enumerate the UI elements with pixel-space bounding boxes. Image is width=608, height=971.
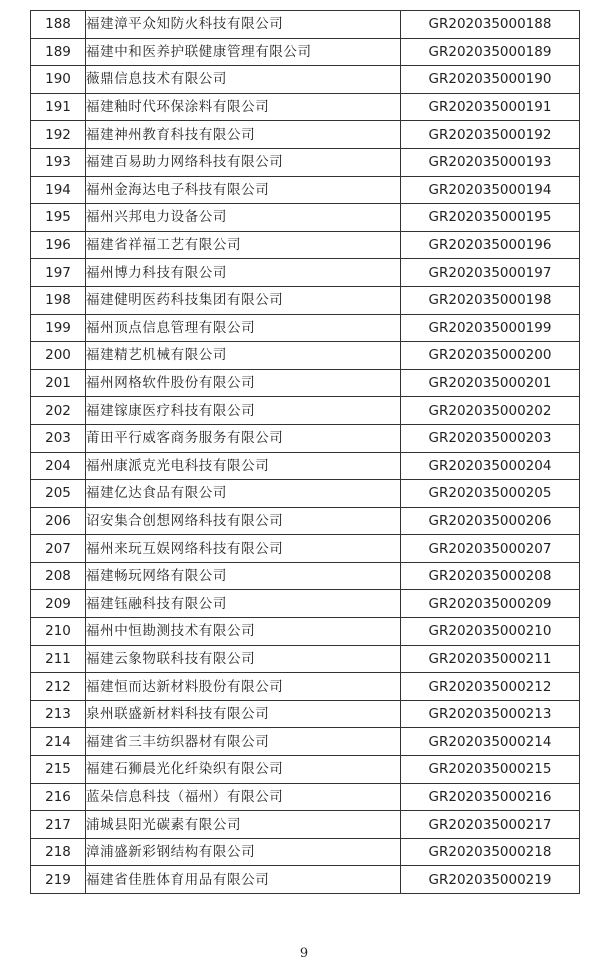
row-number-cell: 195 xyxy=(31,204,86,232)
certificate-code-cell: GR202035000218 xyxy=(401,838,580,866)
row-number-cell: 189 xyxy=(31,38,86,66)
table-row xyxy=(31,783,580,811)
certificate-code-cell: GR202035000212 xyxy=(401,673,580,701)
certificate-code-cell: GR202035000206 xyxy=(401,507,580,535)
row-number-cell: 193 xyxy=(31,148,86,176)
certificate-code-cell: GR202035000198 xyxy=(401,286,580,314)
company-name-cell: 福建健明医药科技集团有限公司 xyxy=(86,286,401,314)
row-number-cell: 219 xyxy=(31,866,86,894)
table-row xyxy=(31,342,580,370)
company-name-cell: 福建省祥福工艺有限公司 xyxy=(86,231,401,259)
row-number-cell: 209 xyxy=(31,590,86,618)
company-name-cell: 福建畅玩网络有限公司 xyxy=(86,562,401,590)
row-number-cell: 211 xyxy=(31,645,86,673)
certificate-code-cell: GR202035000214 xyxy=(401,728,580,756)
row-number-cell: 194 xyxy=(31,176,86,204)
company-name-cell: 漳浦盛新彩钢结构有限公司 xyxy=(86,838,401,866)
table-body xyxy=(31,11,580,894)
company-name-cell: 福建釉时代环保涂料有限公司 xyxy=(86,93,401,121)
certificate-code-cell: GR202035000200 xyxy=(401,342,580,370)
row-number-cell: 191 xyxy=(31,93,86,121)
table-row xyxy=(31,673,580,701)
company-name-cell: 福建亿达食品有限公司 xyxy=(86,480,401,508)
table-row xyxy=(31,562,580,590)
certificate-code-cell: GR202035000205 xyxy=(401,480,580,508)
company-name-cell: 福州康派克光电科技有限公司 xyxy=(86,452,401,480)
row-number-cell: 190 xyxy=(31,66,86,94)
table-row xyxy=(31,286,580,314)
company-name-cell: 福建镓康医疗科技有限公司 xyxy=(86,397,401,425)
company-name-cell: 福建漳平众知防火科技有限公司 xyxy=(86,11,401,39)
certificate-code-cell: GR202035000211 xyxy=(401,645,580,673)
certificate-code-cell: GR202035000215 xyxy=(401,756,580,784)
row-number-cell: 196 xyxy=(31,231,86,259)
company-name-cell: 蓝朵信息科技（福州）有限公司 xyxy=(86,783,401,811)
table-row xyxy=(31,231,580,259)
certificate-code-cell: GR202035000199 xyxy=(401,314,580,342)
table-row xyxy=(31,38,580,66)
company-name-cell: 福建中和医养护联健康管理有限公司 xyxy=(86,38,401,66)
row-number-cell: 208 xyxy=(31,562,86,590)
table-row xyxy=(31,452,580,480)
company-name-cell: 福建省佳胜体育用品有限公司 xyxy=(86,866,401,894)
certificate-code-cell: GR202035000207 xyxy=(401,535,580,563)
row-number-cell: 214 xyxy=(31,728,86,756)
company-name-cell: 福建省三丰纺织器材有限公司 xyxy=(86,728,401,756)
certificate-code-cell: GR202035000196 xyxy=(401,231,580,259)
row-number-cell: 212 xyxy=(31,673,86,701)
row-number-cell: 188 xyxy=(31,11,86,39)
row-number-cell: 198 xyxy=(31,286,86,314)
row-number-cell: 206 xyxy=(31,507,86,535)
company-name-cell: 莆田平行威客商务服务有限公司 xyxy=(86,424,401,452)
row-number-cell: 199 xyxy=(31,314,86,342)
row-number-cell: 204 xyxy=(31,452,86,480)
certificate-code-cell: GR202035000188 xyxy=(401,11,580,39)
table-row xyxy=(31,369,580,397)
table-row xyxy=(31,535,580,563)
certificate-code-cell: GR202035000201 xyxy=(401,369,580,397)
company-name-cell: 福州兴邦电力设备公司 xyxy=(86,204,401,232)
certificate-code-cell: GR202035000210 xyxy=(401,618,580,646)
company-name-cell: 薇鼎信息技术有限公司 xyxy=(86,66,401,94)
company-certificate-table xyxy=(30,10,580,894)
certificate-code-cell: GR202035000197 xyxy=(401,259,580,287)
table-row xyxy=(31,424,580,452)
table-row xyxy=(31,838,580,866)
certificate-code-cell: GR202035000192 xyxy=(401,121,580,149)
row-number-cell: 200 xyxy=(31,342,86,370)
company-name-cell: 浦城县阳光碳素有限公司 xyxy=(86,811,401,839)
certificate-code-cell: GR202035000202 xyxy=(401,397,580,425)
company-name-cell: 福建精艺机械有限公司 xyxy=(86,342,401,370)
row-number-cell: 216 xyxy=(31,783,86,811)
certificate-code-cell: GR202035000195 xyxy=(401,204,580,232)
table-row xyxy=(31,11,580,39)
table-row xyxy=(31,700,580,728)
row-number-cell: 205 xyxy=(31,480,86,508)
company-name-cell: 福州来玩互娱网络科技有限公司 xyxy=(86,535,401,563)
row-number-cell: 213 xyxy=(31,700,86,728)
row-number-cell: 201 xyxy=(31,369,86,397)
row-number-cell: 217 xyxy=(31,811,86,839)
company-name-cell: 福州中恒勘测技术有限公司 xyxy=(86,618,401,646)
company-name-cell: 福建百易助力网络科技有限公司 xyxy=(86,148,401,176)
certificate-code-cell: GR202035000219 xyxy=(401,866,580,894)
row-number-cell: 210 xyxy=(31,618,86,646)
table-row xyxy=(31,121,580,149)
certificate-code-cell: GR202035000209 xyxy=(401,590,580,618)
table-row xyxy=(31,811,580,839)
table-row xyxy=(31,66,580,94)
certificate-code-cell: GR202035000190 xyxy=(401,66,580,94)
company-name-cell: 福建石狮晨光化纤染织有限公司 xyxy=(86,756,401,784)
certificate-code-cell: GR202035000203 xyxy=(401,424,580,452)
company-name-cell: 泉州联盛新材料科技有限公司 xyxy=(86,700,401,728)
table-row xyxy=(31,866,580,894)
certificate-code-cell: GR202035000213 xyxy=(401,700,580,728)
certificate-code-cell: GR202035000189 xyxy=(401,38,580,66)
company-name-cell: 福建钰融科技有限公司 xyxy=(86,590,401,618)
table-row xyxy=(31,645,580,673)
table-row xyxy=(31,480,580,508)
certificate-code-cell: GR202035000193 xyxy=(401,148,580,176)
certificate-code-cell: GR202035000217 xyxy=(401,811,580,839)
company-name-cell: 福州博力科技有限公司 xyxy=(86,259,401,287)
row-number-cell: 192 xyxy=(31,121,86,149)
certificate-code-cell: GR202035000194 xyxy=(401,176,580,204)
table-row xyxy=(31,176,580,204)
table-row xyxy=(31,259,580,287)
certificate-code-cell: GR202035000204 xyxy=(401,452,580,480)
table-row xyxy=(31,507,580,535)
company-name-cell: 福州金海达电子科技有限公司 xyxy=(86,176,401,204)
table-row xyxy=(31,397,580,425)
certificate-code-cell: GR202035000191 xyxy=(401,93,580,121)
row-number-cell: 203 xyxy=(31,424,86,452)
table-row xyxy=(31,756,580,784)
row-number-cell: 207 xyxy=(31,535,86,563)
company-name-cell: 福州网格软件股份有限公司 xyxy=(86,369,401,397)
row-number-cell: 215 xyxy=(31,756,86,784)
table-row xyxy=(31,314,580,342)
table-row xyxy=(31,728,580,756)
table-row xyxy=(31,618,580,646)
table-row xyxy=(31,204,580,232)
company-name-cell: 诏安集合创想网络科技有限公司 xyxy=(86,507,401,535)
row-number-cell: 218 xyxy=(31,838,86,866)
company-name-cell: 福建恒而达新材料股份有限公司 xyxy=(86,673,401,701)
certificate-code-cell: GR202035000216 xyxy=(401,783,580,811)
certificate-code-cell: GR202035000208 xyxy=(401,562,580,590)
table-row xyxy=(31,590,580,618)
page-number: 9 xyxy=(299,946,309,961)
table-row xyxy=(31,148,580,176)
company-name-cell: 福州顶点信息管理有限公司 xyxy=(86,314,401,342)
company-name-cell: 福建神州教育科技有限公司 xyxy=(86,121,401,149)
row-number-cell: 202 xyxy=(31,397,86,425)
table-row xyxy=(31,93,580,121)
company-name-cell: 福建云象物联科技有限公司 xyxy=(86,645,401,673)
row-number-cell: 197 xyxy=(31,259,86,287)
